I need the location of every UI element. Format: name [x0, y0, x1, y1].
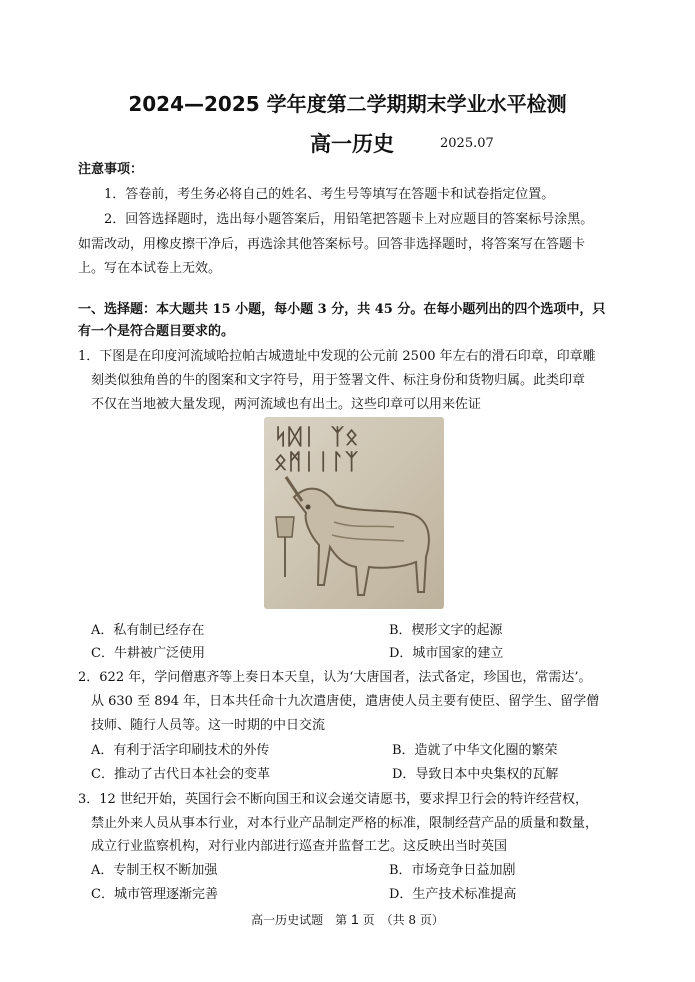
q3-stem-line-2: 禁止外来人员从事本行业，对本行业产品制定严格的标准，限制经营产品的质量和数量， [91, 816, 599, 831]
q1-stem-line-1: 1．下图是在印度河流域哈拉帕古城遗址中发现的公元前 2500 年左右的滑石印章，印章雕 [78, 349, 596, 364]
notice-item-1: 1．答卷前，考生务必将自己的姓名、考生号等填写在答题卡和试卷指定位置。 [104, 187, 555, 202]
q3-option-c: C．城市管理逐渐完善 [91, 887, 218, 902]
exam-date: 2025.07 [440, 136, 494, 151]
q2-option-d: D．导致日本中央集权的瓦解 [392, 767, 559, 782]
q2-option-b: B．造就了中华文化圈的繁荣 [392, 743, 558, 758]
q1-option-a: A．私有制已经存在 [91, 623, 205, 638]
q2-stem-line-1: 2．622 年，学问僧惠齐等上奏日本天皇，认为‘大唐国者，法式备定，珍国也，常需达’。 [78, 670, 592, 685]
notice-item-2-line-1: 2．回答选择题时，选出每小题答案后，用铅笔把答题卡上对应题目的答案标号涂黑。 [104, 212, 594, 227]
page-footer [0, 911, 695, 928]
q3-option-a: A．专制王权不断加强 [91, 863, 218, 878]
q2-stem-line-3: 技师、随行人员等。这一时期的中日交流 [91, 718, 326, 733]
section-1-instructions-line-2: 有一个是符合题目要求的。 [78, 324, 235, 339]
q3-stem-line-1: 3．12 世纪开始，英国行会不断向国王和议会递交请愿书，要求捍卫行会的特许经营权， [78, 792, 588, 807]
q3-stem-line-3: 成立行业监察机构，对行业内部进行巡查并监督工艺。这反映出当时英国 [91, 839, 508, 854]
q2-option-a: A．有利于活字印刷技术的外传 [91, 743, 270, 758]
q3-option-b: B．市场竞争日益加剧 [389, 863, 516, 878]
notice-heading: 注意事项： [78, 162, 144, 177]
footer-page-number: 1 [350, 911, 359, 927]
page-title: 2024—2025 学年度第二学期期末学业水平检测 [128, 92, 567, 116]
q1-stem-line-2: 刻类似独角兽的牛的图案和文字符号，用于签署文件、标注身份和货物归属。此类印章 [91, 373, 586, 388]
section-1-instructions-line-1: 一、选择题：本大题共 15 小题，每小题 3 分，共 45 分。在每小题列出的四个选项中，只 [78, 302, 606, 317]
subject-title: 高一历史 [310, 132, 394, 156]
q2-option-c: C．推动了古代日本社会的变革 [91, 767, 270, 782]
q1-option-d: D．城市国家的建立 [389, 646, 504, 661]
unicorn-bull-figure [264, 417, 444, 609]
indus-seal-image [264, 417, 444, 609]
q1-option-c: C．牛耕被广泛使用 [91, 646, 205, 661]
q1-option-b: B．楔形文字的起源 [389, 623, 503, 638]
footer-left: 高一历史试题 第 [251, 913, 348, 927]
seal-inscription: ᛋᛞᛁ ᛉᛟ ᛟᛗᛁᛁᛚᛉ [274, 425, 360, 475]
q2-stem-line-2: 从 630 至 894 年，日本共任命十九次遣唐使，遣唐使人员主要有使臣、留学生、留学僧 [91, 694, 600, 709]
q1-stem-line-3: 不仅在当地被大量发现，两河流域也有出土。这些印章可以用来佐证 [91, 397, 482, 412]
footer-right: 页 （共 8 页） [362, 913, 444, 927]
q3-option-d: D．生产技术标准提高 [389, 887, 517, 902]
notice-item-2-line-2: 如需改动，用橡皮擦干净后，再选涂其他答案标号。回答非选择题时，将答案写在答题卡 [78, 237, 586, 252]
notice-item-2-line-3: 上。写在本试卷上无效。 [78, 261, 222, 276]
